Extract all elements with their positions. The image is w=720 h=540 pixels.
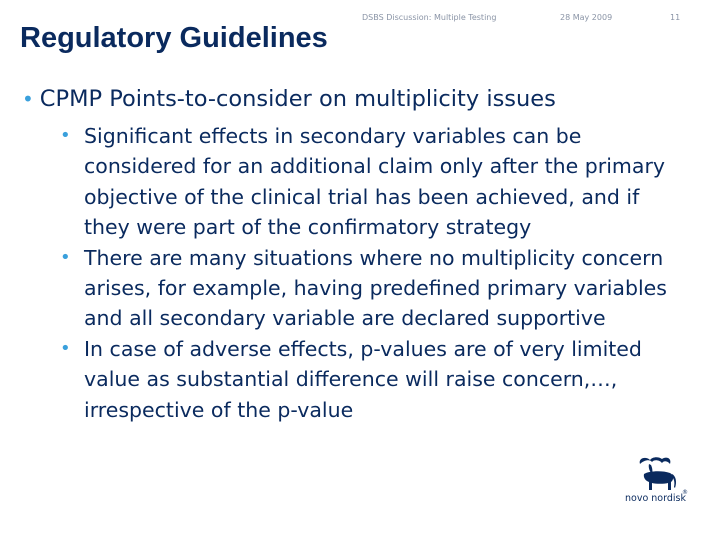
bull-icon (640, 457, 676, 490)
logo-registered-mark: ® (682, 489, 688, 496)
meeting-label: DSBS Discussion: Multiple Testing (362, 13, 497, 22)
bullet-icon: • (22, 87, 34, 111)
bullet-icon: • (60, 125, 71, 146)
main-bullet-text: CPMP Points-to-consider on multiplicity issues (39, 86, 556, 112)
sub-bullet-text: In case of adverse effects, p-values are of very limited value as substantial difference will raise concern,…, irrespective of the p-value (84, 336, 642, 422)
main-bullet (22, 84, 702, 114)
slide-title: Regulatory Guidelines (20, 22, 328, 54)
list-item (60, 121, 680, 243)
page-number: 11 (670, 13, 681, 22)
list-item (60, 243, 680, 334)
date-label: 28 May 2009 (560, 13, 613, 22)
logo-wordmark: novo nordisk (625, 493, 686, 504)
sub-bullet-text: There are many situations where no multiplicity concern arises, for example, having predefined primary variables and all secondary variable are declared supportive (84, 245, 667, 331)
sub-bullet-text: Significant effects in secondary variables can be considered for an additional claim only after the primary objective of the clinical trial has been achieved, and if they were part of the confirmatory strategy (84, 124, 666, 240)
novo-nordisk-logo (622, 456, 688, 504)
list-item (60, 334, 680, 425)
bullet-icon: • (60, 246, 71, 268)
bullet-icon: • (60, 337, 71, 359)
sub-bullet-list (60, 121, 680, 425)
